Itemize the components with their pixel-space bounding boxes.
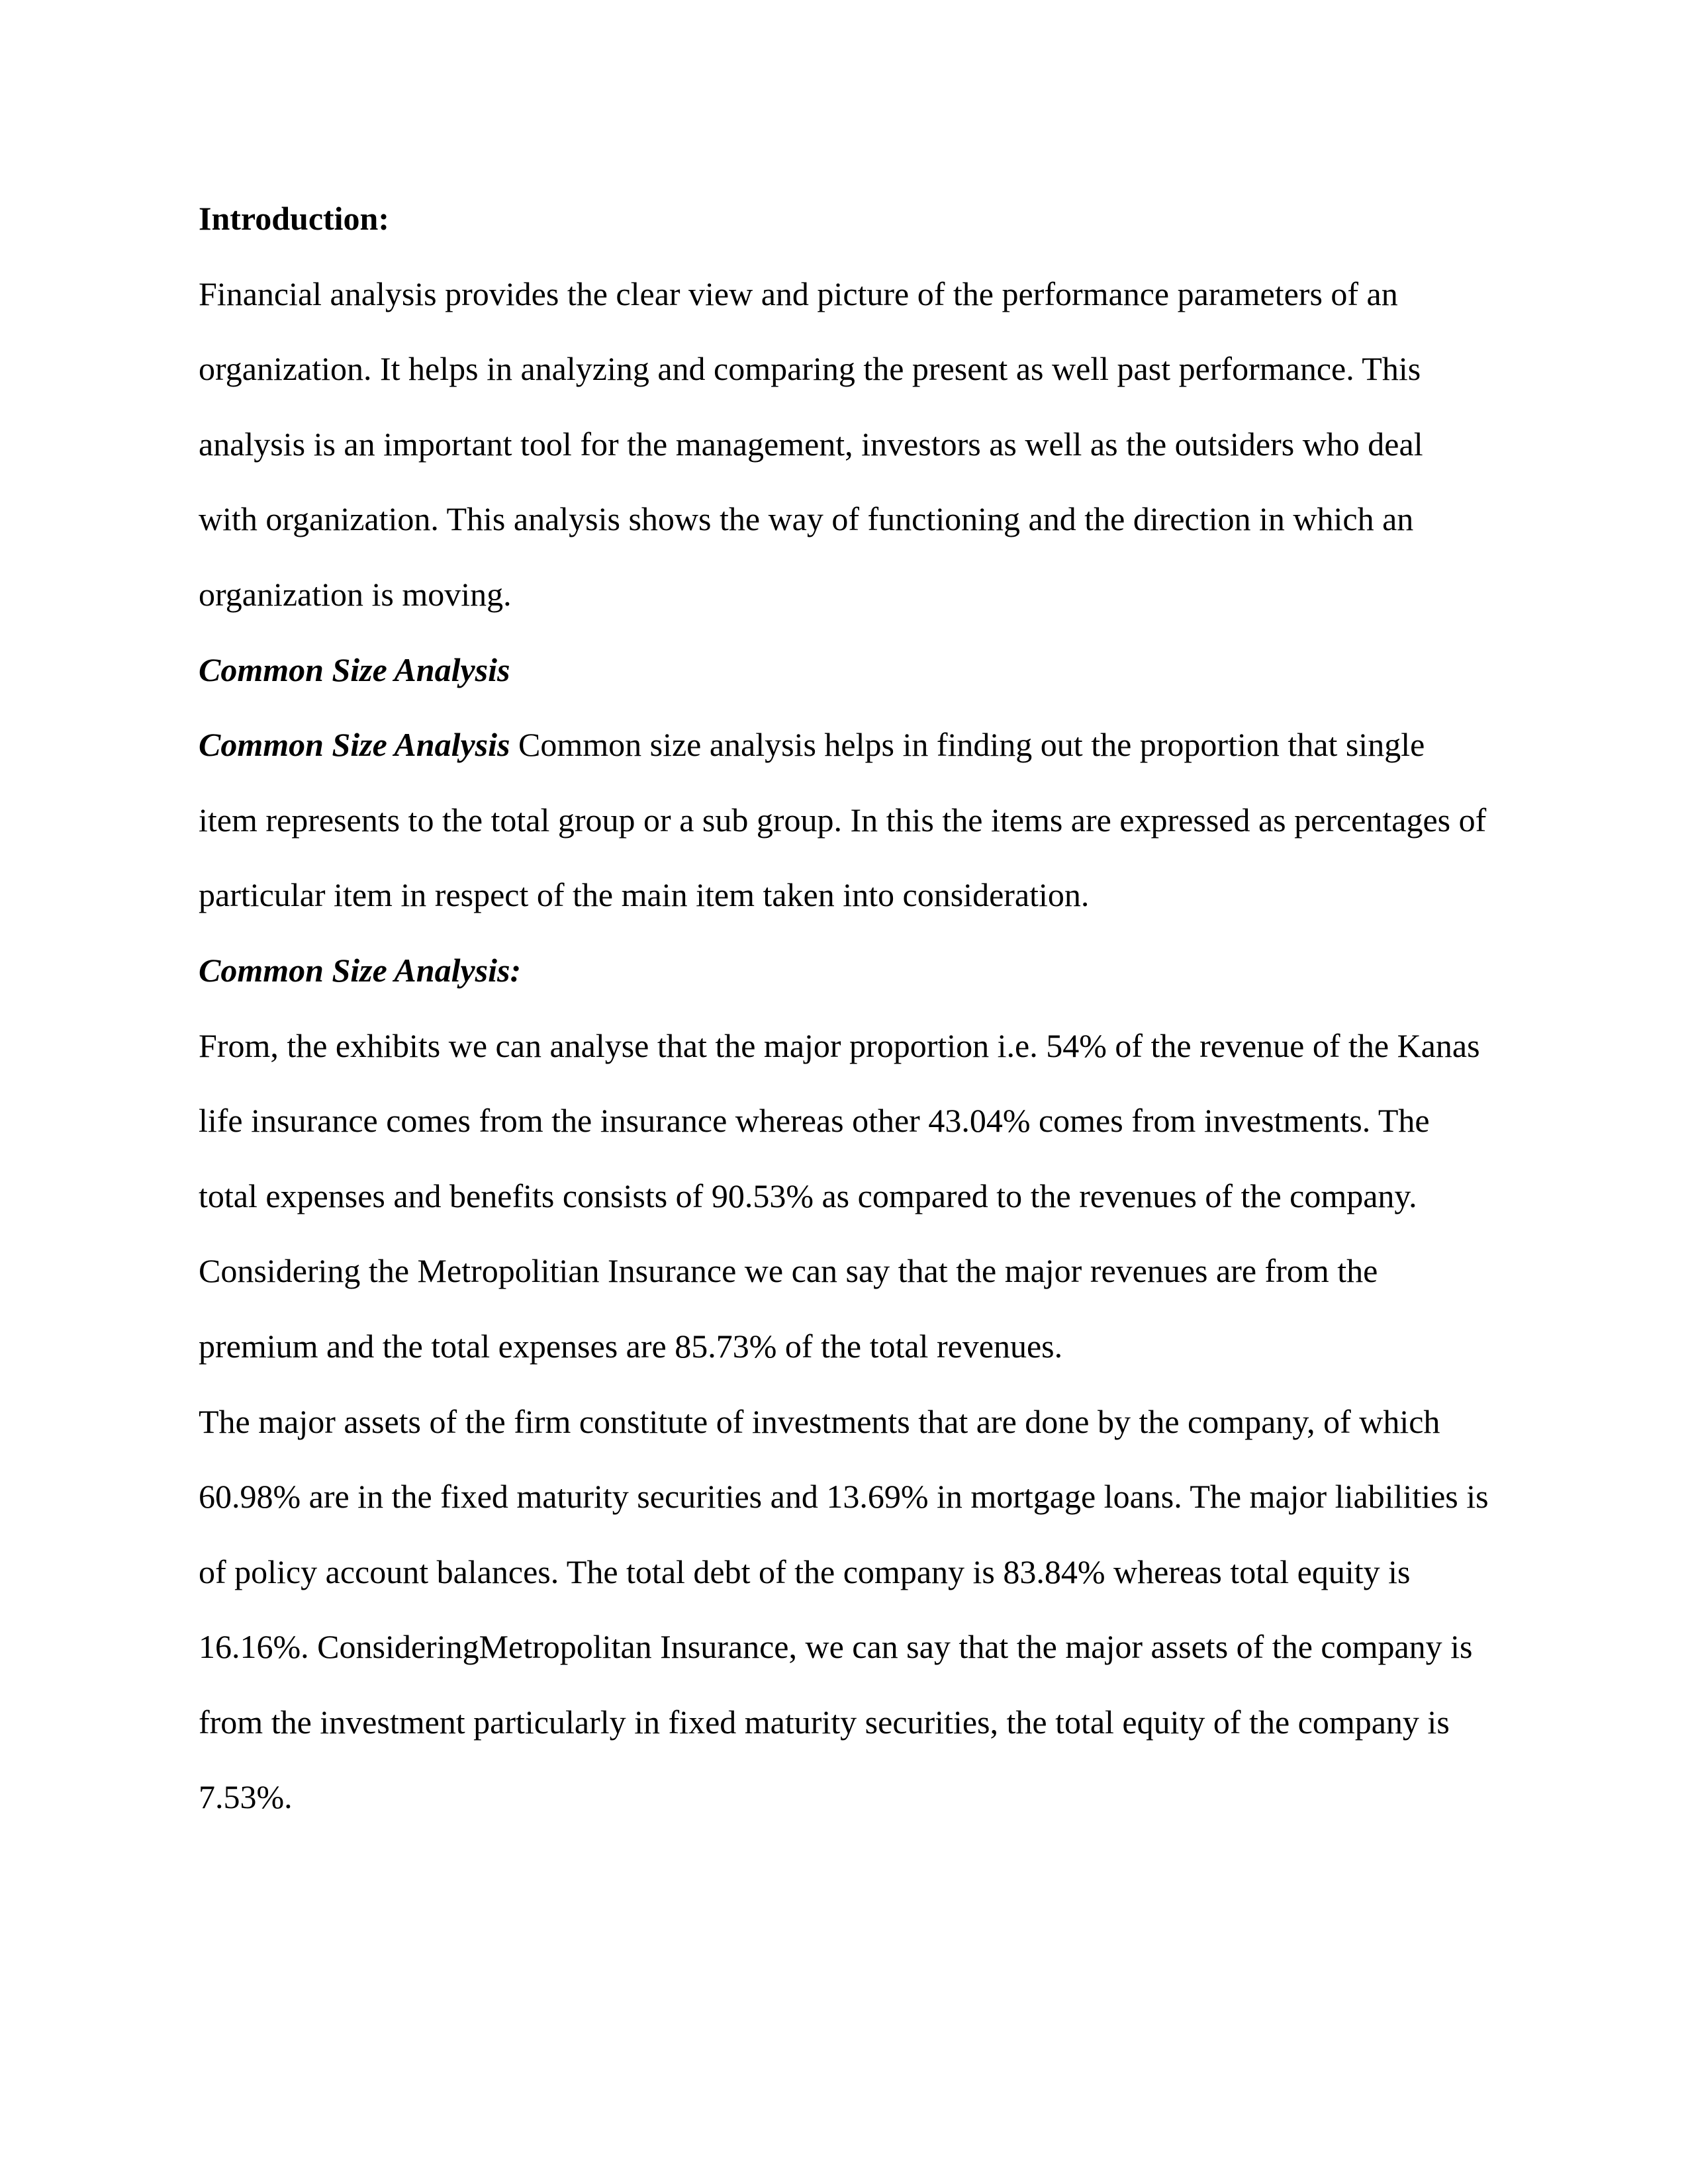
- paragraph-line: life insurance comes from the insurance whereas other 43.04% comes from investments. The: [199, 1102, 1430, 1140]
- paragraph-line: 16.16%. ConsideringMetropolitan Insurance, we can say that the major assets of the company is: [199, 1628, 1473, 1666]
- paragraph-line: The major assets of the firm constitute of investments that are done by the company, of which: [199, 1402, 1440, 1440]
- paragraph-line: 7.53%.: [199, 1778, 293, 1816]
- heading-common-size-analysis-colon: Common Size Analysis:: [199, 951, 522, 989]
- paragraph-line: [199, 707, 1489, 783]
- paragraph-line: analysis is an important tool for the management, investors as well as the outsiders who deal: [199, 425, 1423, 463]
- heading-common-size-analysis: Common Size Analysis: [199, 651, 510, 688]
- document-text: [199, 181, 1489, 1835]
- paragraph-line: premium and the total expenses are 85.73% of the total revenues.: [199, 1327, 1063, 1365]
- paragraph-line: of policy account balances. The total debt of the company is 83.84% whereas total equity is: [199, 1553, 1411, 1590]
- paragraph-line: particular item in respect of the main item taken into consideration.: [199, 876, 1090, 914]
- paragraph-line: From, the exhibits we can analyse that the major proportion i.e. 54% of the revenue of the Kanas: [199, 1026, 1480, 1064]
- paragraph-line: organization. It helps in analyzing and comparing the present as well past performance. This: [199, 350, 1421, 388]
- paragraph-line: item represents to the total group or a sub group. In this the items are expressed as percentages of: [199, 801, 1487, 839]
- paragraph-line: 60.98% are in the fixed maturity securities and 13.69% in mortgage loans. The major liabilities is: [199, 1478, 1489, 1516]
- heading-introduction: Introduction:: [199, 200, 390, 237]
- paragraph-line-rest: Common size analysis helps in finding out the proportion that single: [510, 726, 1425, 764]
- paragraph-line: total expenses and benefits consists of 90.53% as compared to the revenues of the company.: [199, 1177, 1417, 1214]
- paragraph-line: organization is moving.: [199, 575, 512, 613]
- paragraph-line: from the investment particularly in fixed maturity securities, the total equity of the company is: [199, 1703, 1450, 1741]
- paragraph-lead-run: Common Size Analysis: [199, 726, 510, 764]
- paragraph-line: Financial analysis provides the clear view and picture of the performance parameters of an: [199, 275, 1398, 312]
- paragraph-line: with organization. This analysis shows the way of functioning and the direction in which an: [199, 500, 1414, 538]
- paragraph-line: Considering the Metropolitian Insurance we can say that the major revenues are from the: [199, 1252, 1378, 1290]
